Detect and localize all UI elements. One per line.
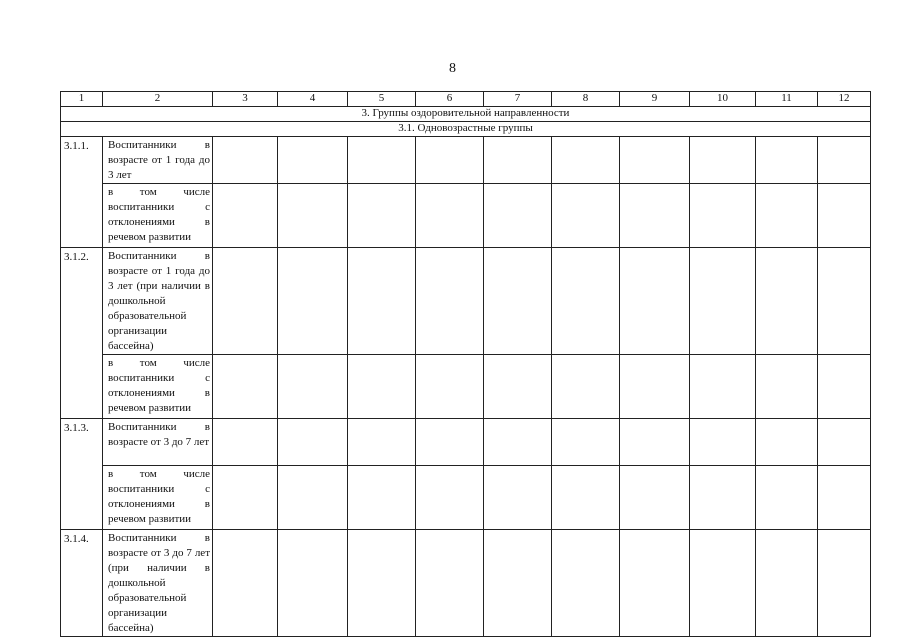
data-cell xyxy=(484,530,552,637)
data-cell xyxy=(416,419,484,466)
data-cell xyxy=(484,419,552,466)
row-code: 3.1.2. xyxy=(61,248,103,419)
data-cell xyxy=(690,248,756,355)
data-cell xyxy=(416,137,484,184)
column-number: 11 xyxy=(756,92,818,107)
row-description: Воспитанники в возрасте от 3 до 7 лет (при наличии в дошкольной образовательной организации бассейна) xyxy=(103,530,213,637)
data-cell xyxy=(213,419,278,466)
data-cell xyxy=(552,419,620,466)
data-cell xyxy=(484,248,552,355)
row-description: в том числе воспитанники с отклонениями в речевом развитии xyxy=(103,184,213,248)
data-cell xyxy=(818,419,871,466)
data-cell xyxy=(416,184,484,248)
data-cell xyxy=(348,355,416,419)
data-cell xyxy=(818,137,871,184)
data-cell xyxy=(348,419,416,466)
data-cell xyxy=(756,137,818,184)
data-cell xyxy=(620,184,690,248)
section-heading-row xyxy=(61,107,871,122)
data-cell xyxy=(552,248,620,355)
table-row xyxy=(61,248,871,355)
subsection-heading-row xyxy=(61,122,871,137)
data-cell xyxy=(278,419,348,466)
table-row xyxy=(61,184,871,248)
data-cell xyxy=(416,248,484,355)
data-cell xyxy=(756,466,818,530)
statistics-form-table xyxy=(60,91,871,637)
column-number: 8 xyxy=(552,92,620,107)
subsection-title: 3.1. Одновозрастные группы xyxy=(61,122,871,137)
row-description: Воспитанники в возрасте от 1 года до 3 лет (при наличии в дошкольной образовательной организации бассейна) xyxy=(103,248,213,355)
row-description: в том числе воспитанники с отклонениями в речевом развитии xyxy=(103,355,213,419)
data-cell xyxy=(620,355,690,419)
row-description: Воспитанники в возрасте от 1 года до 3 лет xyxy=(103,137,213,184)
data-cell xyxy=(620,248,690,355)
data-cell xyxy=(213,137,278,184)
data-cell xyxy=(416,530,484,637)
table-row xyxy=(61,355,871,419)
data-cell xyxy=(818,184,871,248)
data-cell xyxy=(278,184,348,248)
column-number: 1 xyxy=(61,92,103,107)
data-cell xyxy=(278,248,348,355)
data-cell xyxy=(552,184,620,248)
data-cell xyxy=(756,530,818,637)
data-cell xyxy=(690,419,756,466)
row-code: 3.1.4. xyxy=(61,530,103,637)
column-number: 6 xyxy=(416,92,484,107)
data-cell xyxy=(348,184,416,248)
data-cell xyxy=(690,137,756,184)
column-number: 5 xyxy=(348,92,416,107)
data-cell xyxy=(348,248,416,355)
section-title: 3. Группы оздоровительной направленности xyxy=(61,107,871,122)
data-cell xyxy=(552,355,620,419)
data-cell xyxy=(756,184,818,248)
data-cell xyxy=(690,466,756,530)
row-description: Воспитанники в возрасте от 3 до 7 лет xyxy=(103,419,213,466)
data-cell xyxy=(348,530,416,637)
data-cell xyxy=(756,248,818,355)
data-cell xyxy=(756,419,818,466)
data-cell xyxy=(690,184,756,248)
row-code: 3.1.1. xyxy=(61,137,103,248)
data-cell xyxy=(818,466,871,530)
data-cell xyxy=(213,355,278,419)
data-cell xyxy=(818,355,871,419)
table-row xyxy=(61,419,871,466)
data-cell xyxy=(348,137,416,184)
data-cell xyxy=(484,355,552,419)
data-cell xyxy=(416,466,484,530)
data-cell xyxy=(213,248,278,355)
data-cell xyxy=(278,530,348,637)
data-cell xyxy=(620,137,690,184)
page-number: 8 xyxy=(449,61,456,76)
data-cell xyxy=(552,137,620,184)
table-row xyxy=(61,466,871,530)
data-cell xyxy=(484,137,552,184)
table-row xyxy=(61,137,871,184)
data-cell xyxy=(416,355,484,419)
data-cell xyxy=(484,184,552,248)
data-cell xyxy=(213,466,278,530)
data-cell xyxy=(690,530,756,637)
data-cell xyxy=(818,248,871,355)
data-rows xyxy=(61,137,871,637)
data-cell xyxy=(620,466,690,530)
data-cell xyxy=(484,466,552,530)
table-row xyxy=(61,530,871,637)
data-cell xyxy=(620,530,690,637)
row-code: 3.1.3. xyxy=(61,419,103,530)
row-description: в том числе воспитанники с отклонениями в речевом развитии xyxy=(103,466,213,530)
data-cell xyxy=(818,530,871,637)
data-cell xyxy=(213,530,278,637)
data-cell xyxy=(620,419,690,466)
data-cell xyxy=(278,137,348,184)
column-number: 12 xyxy=(818,92,871,107)
data-cell xyxy=(278,355,348,419)
data-cell xyxy=(552,530,620,637)
column-number: 7 xyxy=(484,92,552,107)
data-cell xyxy=(278,466,348,530)
data-cell xyxy=(690,355,756,419)
data-cell xyxy=(348,466,416,530)
column-number: 4 xyxy=(278,92,348,107)
column-number: 3 xyxy=(213,92,278,107)
column-number: 9 xyxy=(620,92,690,107)
data-cell xyxy=(756,355,818,419)
column-number-row xyxy=(61,92,871,107)
column-number: 10 xyxy=(690,92,756,107)
data-cell xyxy=(213,184,278,248)
data-cell xyxy=(552,466,620,530)
column-number: 2 xyxy=(103,92,213,107)
